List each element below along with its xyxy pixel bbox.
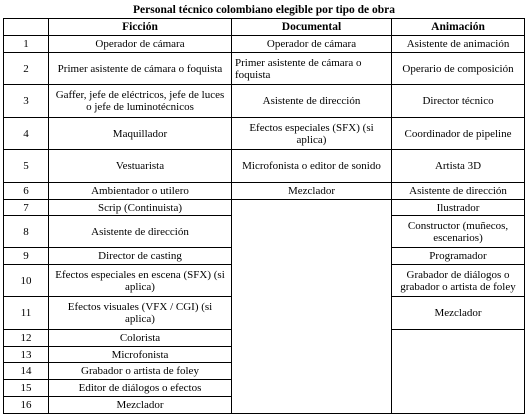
cell-animacion: Asistente de dirección xyxy=(392,183,525,200)
cell-ficcion: Maquillador xyxy=(49,118,232,150)
cell-ficcion: Efectos visuales (VFX / CGI) (si aplica) xyxy=(49,297,232,330)
cell-animacion: Artista 3D xyxy=(392,150,525,183)
cell-ficcion: Scrip (Continuista) xyxy=(49,200,232,216)
cell-ficcion: Gaffer, jefe de eléctricos, jefe de luces o jefe de luminotécnicos xyxy=(49,85,232,118)
cell-animacion: Coordinador de pipeline xyxy=(392,118,525,150)
header-animacion: Animación xyxy=(392,19,525,36)
cell-animacion: Director técnico xyxy=(392,85,525,118)
cell-ficcion: Colorista xyxy=(49,330,232,347)
cell-animacion: Constructor (muñecos, escenarios) xyxy=(392,216,525,248)
cell-ficcion: Primer asistente de cámara o foquista xyxy=(49,53,232,85)
cell-ficcion: Editor de diálogos o efectos xyxy=(49,380,232,397)
row-number: 10 xyxy=(4,265,49,297)
cell-ficcion: Mezclador xyxy=(49,397,232,414)
row-number: 11 xyxy=(4,297,49,330)
row-number: 2 xyxy=(4,53,49,85)
row-number: 13 xyxy=(4,347,49,363)
row-number: 14 xyxy=(4,363,49,380)
cell-animacion: Operario de composición xyxy=(392,53,525,85)
row-number: 15 xyxy=(4,380,49,397)
header-documental: Documental xyxy=(232,19,392,36)
cell-documental: Operador de cámara xyxy=(232,36,392,53)
table-row xyxy=(4,200,525,216)
table-row xyxy=(4,150,525,183)
row-number: 3 xyxy=(4,85,49,118)
cell-ficcion: Operador de cámara xyxy=(49,36,232,53)
row-number: 7 xyxy=(4,200,49,216)
table-title: Personal técnico colombiano elegible por tipo de obra xyxy=(4,2,525,19)
header-number xyxy=(4,19,49,36)
cell-documental-empty xyxy=(232,200,392,414)
row-number: 4 xyxy=(4,118,49,150)
cell-animacion: Mezclador xyxy=(392,297,525,330)
cell-ficcion: Microfonista xyxy=(49,347,232,363)
cell-ficcion: Ambientador o utilero xyxy=(49,183,232,200)
cell-animacion: Ilustrador xyxy=(392,200,525,216)
cell-ficcion: Director de casting xyxy=(49,248,232,265)
row-number: 12 xyxy=(4,330,49,347)
cell-ficcion: Grabador o artista de foley xyxy=(49,363,232,380)
cell-animacion-empty xyxy=(392,330,525,414)
table-row xyxy=(4,36,525,53)
cell-ficcion: Vestuarista xyxy=(49,150,232,183)
cell-animacion: Asistente de animación xyxy=(392,36,525,53)
table-row xyxy=(4,53,525,85)
header-ficcion: Ficción xyxy=(49,19,232,36)
cell-documental: Mezclador xyxy=(232,183,392,200)
cell-documental: Microfonista o editor de sonido xyxy=(232,150,392,183)
row-number: 6 xyxy=(4,183,49,200)
table-row xyxy=(4,183,525,200)
table-row xyxy=(4,85,525,118)
cell-documental: Asistente de dirección xyxy=(232,85,392,118)
row-number: 1 xyxy=(4,36,49,53)
cell-animacion: Grabador de diálogos o grabador o artista de foley xyxy=(392,265,525,297)
cell-ficcion: Efectos especiales en escena (SFX) (si aplica) xyxy=(49,265,232,297)
table-row xyxy=(4,118,525,150)
cell-ficcion: Asistente de dirección xyxy=(49,216,232,248)
row-number: 9 xyxy=(4,248,49,265)
row-number: 5 xyxy=(4,150,49,183)
row-number: 8 xyxy=(4,216,49,248)
cell-documental: Primer asistente de cámara o foquista xyxy=(232,53,392,85)
cell-animacion: Programador xyxy=(392,248,525,265)
personnel-table xyxy=(3,2,525,414)
row-number: 16 xyxy=(4,397,49,414)
cell-documental: Efectos especiales (SFX) (si aplica) xyxy=(232,118,392,150)
